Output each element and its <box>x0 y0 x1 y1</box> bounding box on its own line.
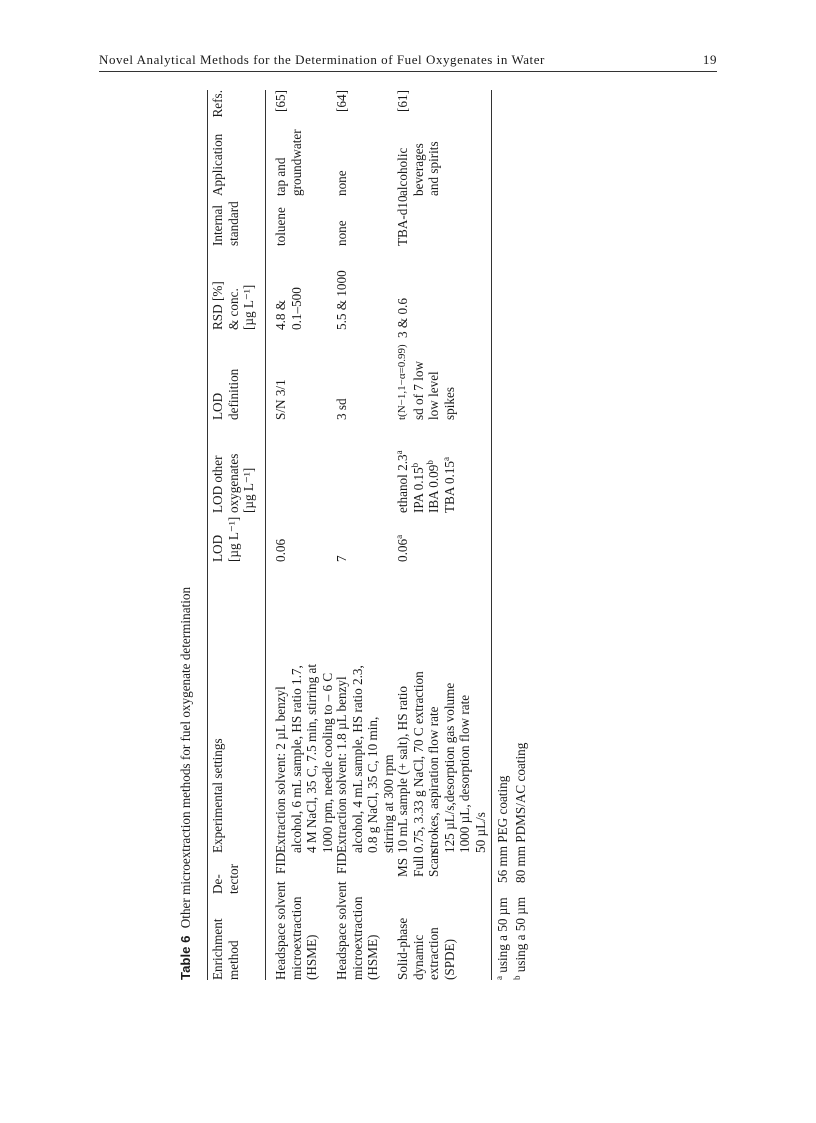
row1-lod: 0.06 <box>273 538 288 562</box>
running-head <box>99 52 717 70</box>
table-row: Headspace solvent microextraction (HSME) <box>273 881 320 980</box>
row2-internal: none <box>334 220 349 246</box>
rotated-table <box>178 90 758 980</box>
row2-settings: Extraction solvent: 1.8 µL benzyl alcohol, 4 mL sample, HS ratio 2.3, 0.8 g NaCl, 35 C, 10 min, stirring at 300 rpm <box>334 665 396 853</box>
table-caption-text: Other microextraction methods for fuel oxygenate determination <box>178 586 193 929</box>
row1-settings: Extraction solvent: 2 µL benzyl alcohol, 6 mL sample, HS ratio 1.7, 4 M NaCl, 35 C, 7.5 min, stirring at 1000 rpm, needle cooling to – 6 C <box>273 663 335 853</box>
header-rsd: RSD [%] & conc. [µg L⁻¹] <box>210 281 257 330</box>
header-lod-definition: LOD definition <box>210 368 241 420</box>
page-number: 19 <box>702 52 717 67</box>
header-enrichment: Enrichment method <box>210 918 241 980</box>
table-caption <box>178 587 194 980</box>
bottom-rule <box>491 90 492 980</box>
row1-lod-definition: S/N 3/1 <box>273 379 288 420</box>
row1-rsd: 4.8 & 0.1–500 <box>273 287 304 330</box>
row2-ref: [64] <box>334 90 349 112</box>
row3-application: alcoholic beverages and spirits <box>395 141 442 196</box>
row1-detector: FID <box>273 852 288 874</box>
row3-rsd: 3 & 0.6 <box>395 298 410 338</box>
header-settings: Experimental settings <box>210 738 225 853</box>
header-lod: LOD [µg L⁻¹] <box>210 516 241 562</box>
row3-ref: [61] <box>395 90 410 112</box>
header-internal-standard: Internal standard <box>210 201 241 246</box>
table-row: Headspace solvent microextraction (HSME) <box>334 881 381 980</box>
top-rule <box>207 90 208 980</box>
footnote-b: $^b$ using a 50 µm 80 mm PDMS/AC coating <box>512 742 528 980</box>
row1-application: tap and groundwater <box>273 129 304 196</box>
table-row: Solid-phase dynamic extraction (SPDE) <box>395 917 457 980</box>
row3-lod-other: ethanol 2.3$^a$ IPA 0.15$^b$ IBA 0.09$^b$ TBA 0.15$^a$ <box>394 450 457 513</box>
row2-lod-definition: 3 sd <box>334 398 349 420</box>
header-rule-bottom <box>265 90 266 980</box>
row1-ref: [65] <box>273 90 288 112</box>
row2-rsd: 5.5 & 1000 <box>334 270 349 330</box>
row3-lod-definition: t(N−1,1−α=0.99) sd of 7 low low level spikes <box>396 344 457 420</box>
header-application: Application <box>210 133 225 196</box>
row2-application: none <box>334 170 349 196</box>
running-head-title: Novel Analytical Methods for the Determination of Fuel Oxygenates in Water <box>99 52 545 67</box>
row2-lod: 7 <box>334 555 349 562</box>
header-detector: De- tector <box>210 863 241 894</box>
row3-lod: 0.06$^a$ <box>394 534 410 562</box>
header-lod-other: LOD other oxygenates [µg L⁻¹] <box>210 453 257 513</box>
table-label: Table 6 <box>178 935 193 980</box>
header-refs: Refs. <box>210 90 225 118</box>
row3-detector: MS Full Scan <box>395 851 442 877</box>
row3-internal: TBA-d10 <box>395 195 410 246</box>
header-rule <box>99 71 717 72</box>
row3-settings: 10 mL sample (+ salt), HS ratio 0.75, 3.33 g NaCl, 70 C extraction strokes, aspiration flow rate 125 µL/s,desorption gas volume 1000 µL, desorption flow rate 50 µL/s <box>395 671 488 853</box>
footnote-a: $^a$ using a 50 µm 56 mm PEG coating <box>494 775 510 980</box>
row2-detector: FID <box>334 852 349 874</box>
row1-internal: toluene <box>273 207 288 246</box>
